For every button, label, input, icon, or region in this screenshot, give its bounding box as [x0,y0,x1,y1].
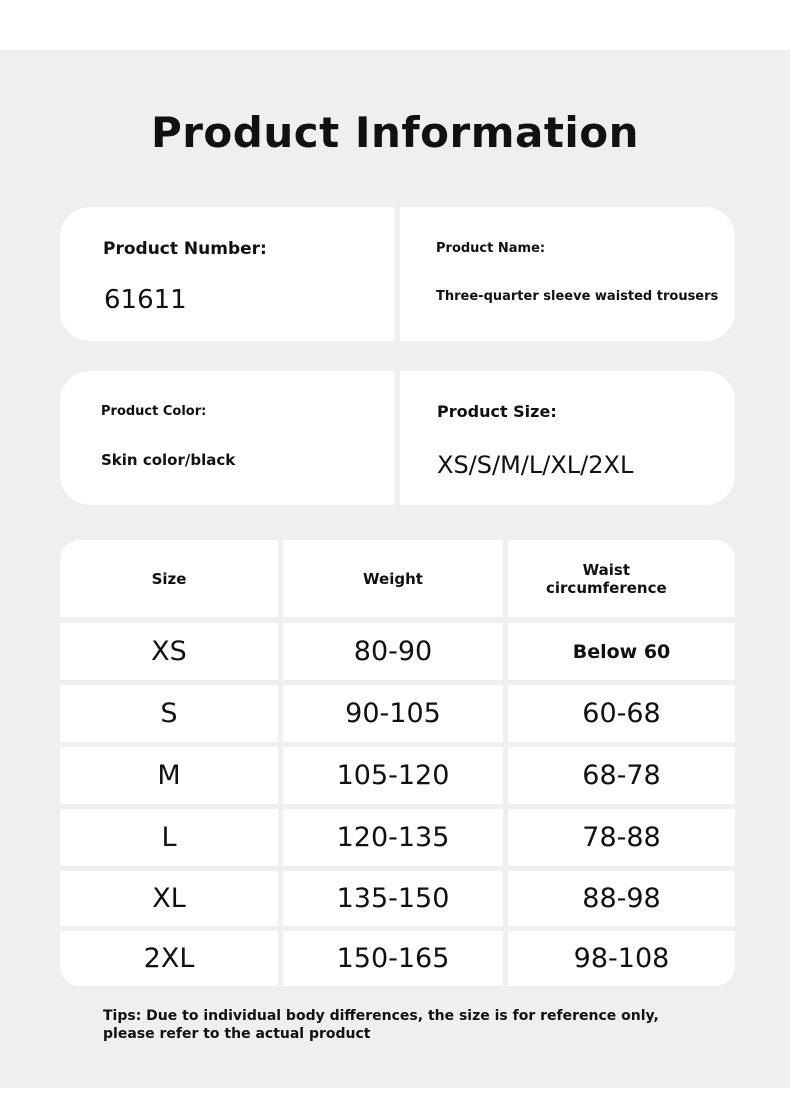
table-cell-weight: 150-165 [283,931,503,986]
card-number-name [60,207,735,341]
product-name-cell [400,207,735,341]
product-color-value: Skin color/black [101,451,236,469]
table-cell-waist: Below 60 [508,623,735,680]
header-waist: Waist circumference [508,540,735,617]
table-cell-size: 2XL [60,931,278,986]
tips-text: Tips: Due to individual body differences, the size is for reference only, please refer to the actual product [103,1008,659,1042]
product-name-label: Product Name: [436,241,546,256]
header-weight: Weight [283,540,503,617]
table-cell-weight: 90-105 [283,685,503,742]
size-table [60,540,735,986]
table-cell-weight: 105-120 [283,747,503,804]
product-size-value: XS/S/M/L/XL/2XL [437,451,634,479]
page-title: Product Information [150,108,640,157]
table-cell-waist: 88-98 [508,871,735,926]
table-cell-size: L [60,809,278,866]
table-cell-size: XL [60,871,278,926]
product-color-label: Product Color: [101,404,207,419]
table-cell-weight: 135-150 [283,871,503,926]
table-cell-weight: 80-90 [283,623,503,680]
table-cell-size: S [60,685,278,742]
product-size-cell [400,371,735,505]
product-number-cell [60,207,395,341]
product-size-label: Product Size: [437,402,557,421]
table-cell-waist: 98-108 [508,931,735,986]
product-name-value: Three-quarter sleeve waisted trousers [436,289,719,304]
table-cell-size: XS [60,623,278,680]
card-color-size [60,371,735,505]
product-number-value: 61611 [104,285,187,315]
product-color-cell [60,371,395,505]
table-cell-size: M [60,747,278,804]
product-number-label: Product Number: [103,239,267,259]
header-size: Size [60,540,278,617]
table-cell-waist: 68-78 [508,747,735,804]
table-cell-waist: 60-68 [508,685,735,742]
table-cell-waist: 78-88 [508,809,735,866]
table-cell-weight: 120-135 [283,809,503,866]
